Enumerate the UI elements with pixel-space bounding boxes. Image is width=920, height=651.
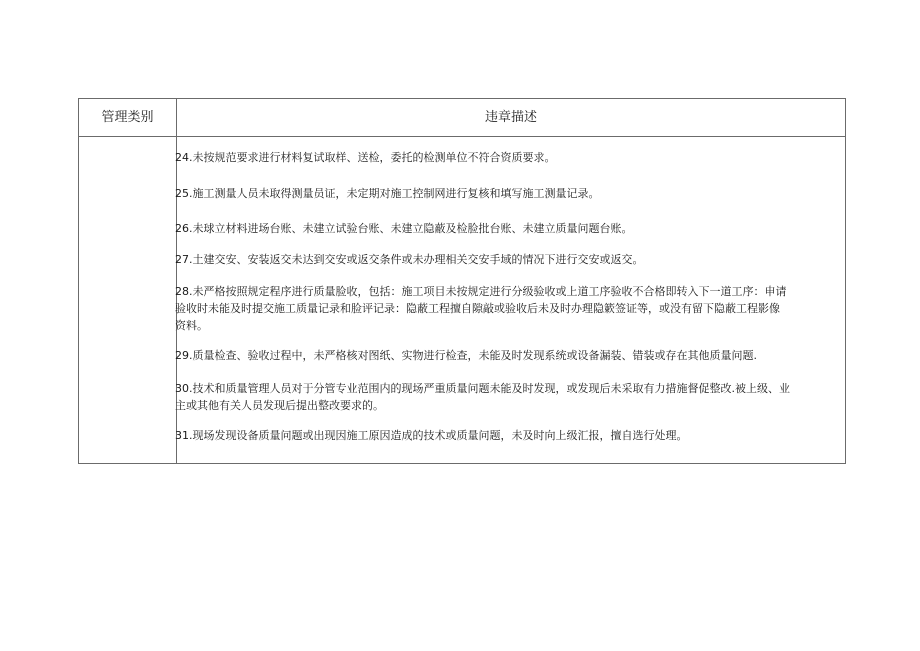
rule-line: 30.技术和质量管理人员对于分管专业范围内的现场严重质量问题未能及时发现，或发现后未采取有力措施督促整改.被上级、业 <box>175 382 790 395</box>
header-violation-description: 违章描述 <box>484 110 537 125</box>
rule-item-26 <box>175 220 835 237</box>
header-management-category: 管理类别 <box>101 110 154 125</box>
rule-item-25 <box>175 185 835 202</box>
rule-line: 25.施工测量人员未取得测量员证，未定期对施工控制网进行复核和填写施工测量记录。 <box>175 187 600 200</box>
header-divider <box>79 136 845 137</box>
rule-item-31 <box>175 427 835 444</box>
rule-line: 28.未严格按照规定程序进行质量脸收，包括：施工项目未按规定进行分级验收或上道工序验收不合格即转入下一道工序：申请 <box>175 285 787 298</box>
rule-line: 29.质量检查、验收过程中，未严格核对图纸、实物进行检查，未能及时发现系统或设备漏装、错装或存在其他质量问题. <box>175 349 757 362</box>
rule-line: 24.未按规范要求进行材料复试取样、送检，委托的检测单位不符合资质要求。 <box>175 151 556 164</box>
rule-line: 26.未球立材料进场台账、未建立试验台账、未建立隐蔽及检脸批台账、未建立质量问题台账。 <box>175 222 633 235</box>
rule-item-28 <box>175 283 835 334</box>
rule-item-29 <box>175 347 835 364</box>
rule-line: 27.土建交安、安装返交未达到交安或返交条件或未办理相关交安手域的情况下进行交安或返交。 <box>175 253 644 266</box>
rule-line: 资料。 <box>175 319 208 332</box>
violation-table <box>78 98 846 464</box>
rule-line: 主或其他有关人员发现后提出整改要求的。 <box>175 399 384 412</box>
rule-item-27 <box>175 251 835 268</box>
rule-item-30 <box>175 380 835 414</box>
rule-line: 31.现场发现设备质量问题或出现因施工原因造成的技术或质量问题，未及时向上级汇报，擅自选行处理。 <box>175 429 688 442</box>
rule-item-24 <box>175 149 835 166</box>
rule-line: 验收时未能及时提交施工质量记录和脸评记录：隐蔽工程擅自隙敲或验收后未及时办理隐簌签证等，或没有留下隐蔽工程影像 <box>175 302 780 315</box>
